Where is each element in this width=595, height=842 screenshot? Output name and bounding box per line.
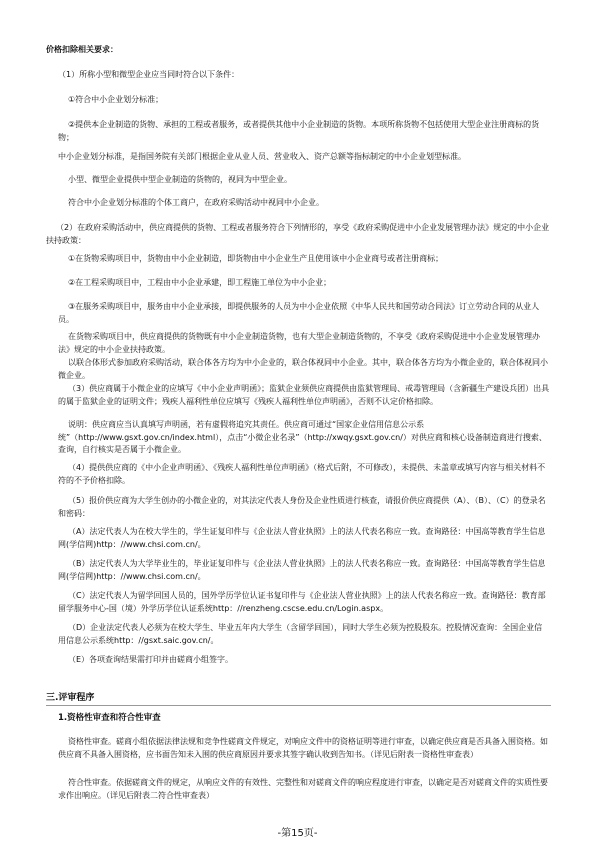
paragraph-qualification-review: 资格性审查。磋商小组依据法律法规和竞争性磋商文件规定，对响应文件中的资格证明等进行审查，以确定供应商是否具备入围资格。如供应商不具备入围资格，应书面告知未入围的供应商原因并要求其签字确认收到告知书。（详见后附表一资格性审查表） [58, 737, 548, 759]
paragraph-consortium: 以联合体形式参加政府采购活动，联合体各方均为中小企业的，联合体视同中小企业。其中，联合体各方均为小微企业的，联合体视同小微企业。 [58, 358, 548, 380]
section-divider [46, 705, 551, 706]
paragraph-individual: 符合中小企业划分标准的个体工商户，在政府采购活动中视同中小企业。 [68, 198, 324, 207]
paragraph-item-2-3: ③在服务采购项目中，服务由中小企业承接，即提供服务的人员为中小企业依照《中华人民共和国劳动合同法》订立劳动合同的从业人员。 [58, 302, 540, 324]
paragraph-item-3: （3）供应商属于小微企业的应填写《中小企业声明函》；监狱企业须供应商提供由监狱管理局、戒毒管理局（含新疆生产建设兵团）出具的属于监狱企业的证明文件；残疾人福利性单位应填写《残疾人福利性单位声明函》，否则不认定价格扣除。 [58, 384, 550, 406]
paragraph-item-5: （5）报价供应商为大学生创办的小微企业的，对其法定代表人身份及企业性质进行核查，请报价供应商提供（A）、（B）、（C）的登录名和密码： [58, 496, 546, 518]
paragraph-item-1: （1）所称小型和微型企业应当同时符合以下条件： [58, 70, 240, 79]
paragraph-sme-standard: 中小企业划分标准，是指国务院有关部门根据企业从业人员、营业收入、资产总额等指标制定的中小企业划型标准。 [58, 152, 466, 161]
paragraph-small-micro: 小型、微型企业提供中型企业制造的货物的，视同为中型企业。 [68, 175, 292, 184]
paragraph-item-a: （A）法定代表人为在校大学生的，学生证复印件与《企业法人营业执照》上的法人代表名称应一致。查询路径：中国高等教育学生信息网(学信网)http：//www.chsi.com.cn/。 [58, 527, 546, 549]
paragraph-item-4: （4）提供供应商的《中小企业声明函》、《残疾人福利性单位声明函》（格式后附，不可修改），未提供、未盖章或填写内容与相关材料不符的不予价格扣除。 [58, 463, 546, 485]
paragraph-item-2-1: ①在货物采购项目中，货物由中小企业制造，即货物由中小企业生产且使用该中小企业商号或者注册商标； [68, 254, 444, 263]
paragraph-item-d: （D）企业法定代表人必须为在校大学生、毕业五年内大学生（含留学回国），同时大学生必须为控股股东。控股情况查询：全国企业信用信息公示系统http：//gsxt.saic.gov.cn/。 [58, 623, 543, 645]
price-deduction-heading: 价格扣除相关要求： [46, 45, 118, 54]
paragraph-note: 说明：供应商应当认真填写声明函，若有虚假将追究其责任。供应商可通过“国家企业信用信息公示系统”（http://www.gsxt.gov.cn/index.html），点击“小微企业名录”（http://xwqy.gsxt.gov.cn/）对供应商和核心设备制造商进行搜索、查询，自行核实是否属于小微企业。 [58, 420, 547, 454]
section-title: 三.评审程序 [46, 693, 95, 703]
page-number: -第15页- [277, 828, 318, 839]
paragraph-item-2: （2）在政府采购活动中，供应商提供的货物、工程或者服务符合下列情形的，享受《政府采购促进中小企业发展管理办法》规定的中小企业扶持政策： [46, 223, 550, 245]
paragraph-goods-mixed: 在货物采购项目中，供应商提供的货物既有中小企业制造货物，也有大型企业制造货物的，不享受《政府采购促进中小企业发展管理办法》规定的中小企业扶持政策。 [58, 332, 540, 354]
paragraph-item-1-2: ②提供本企业制造的货物、承担的工程或者服务，或者提供其他中小企业制造的货物。本项所称货物不包括使用大型企业注册商标的货物； [58, 120, 540, 142]
paragraph-item-b: （B）法定代表人为大学毕业生的，毕业证复印件与《企业法人营业执照》上的法人代表名称应一致。查询路径：中国高等教育学生信息网(学信网)http：//www.chsi.com.cn/。 [58, 559, 546, 581]
paragraph-item-c: （C）法定代表人为留学回国人员的，国外学历学位认证书复印件与《企业法人营业执照》上的法人代表名称应一致。查询路径：教育部留学服务中心-国（境）外学历学位认证系统http：//renzheng.cscse.edu.cn/Login.aspx。 [58, 591, 546, 613]
paragraph-item-2-2: ②在工程采购项目中，工程由中小企业承建，即工程施工单位为中小企业； [68, 278, 332, 287]
paragraph-item-1-1: ①符合中小企业划分标准； [68, 95, 164, 104]
subsection-title: 1.资格性审查和符合性审查 [58, 713, 161, 723]
paragraph-compliance-review: 符合性审查。依据磋商文件的规定，从响应文件的有效性、完整性和对磋商文件的响应程度进行审查，以确定是否对磋商文件的实质性要求作出响应。（详见后附表二符合性审查表） [58, 778, 548, 800]
paragraph-item-e: （E）各项查询结果需打印并由磋商小组签字。 [68, 655, 234, 664]
